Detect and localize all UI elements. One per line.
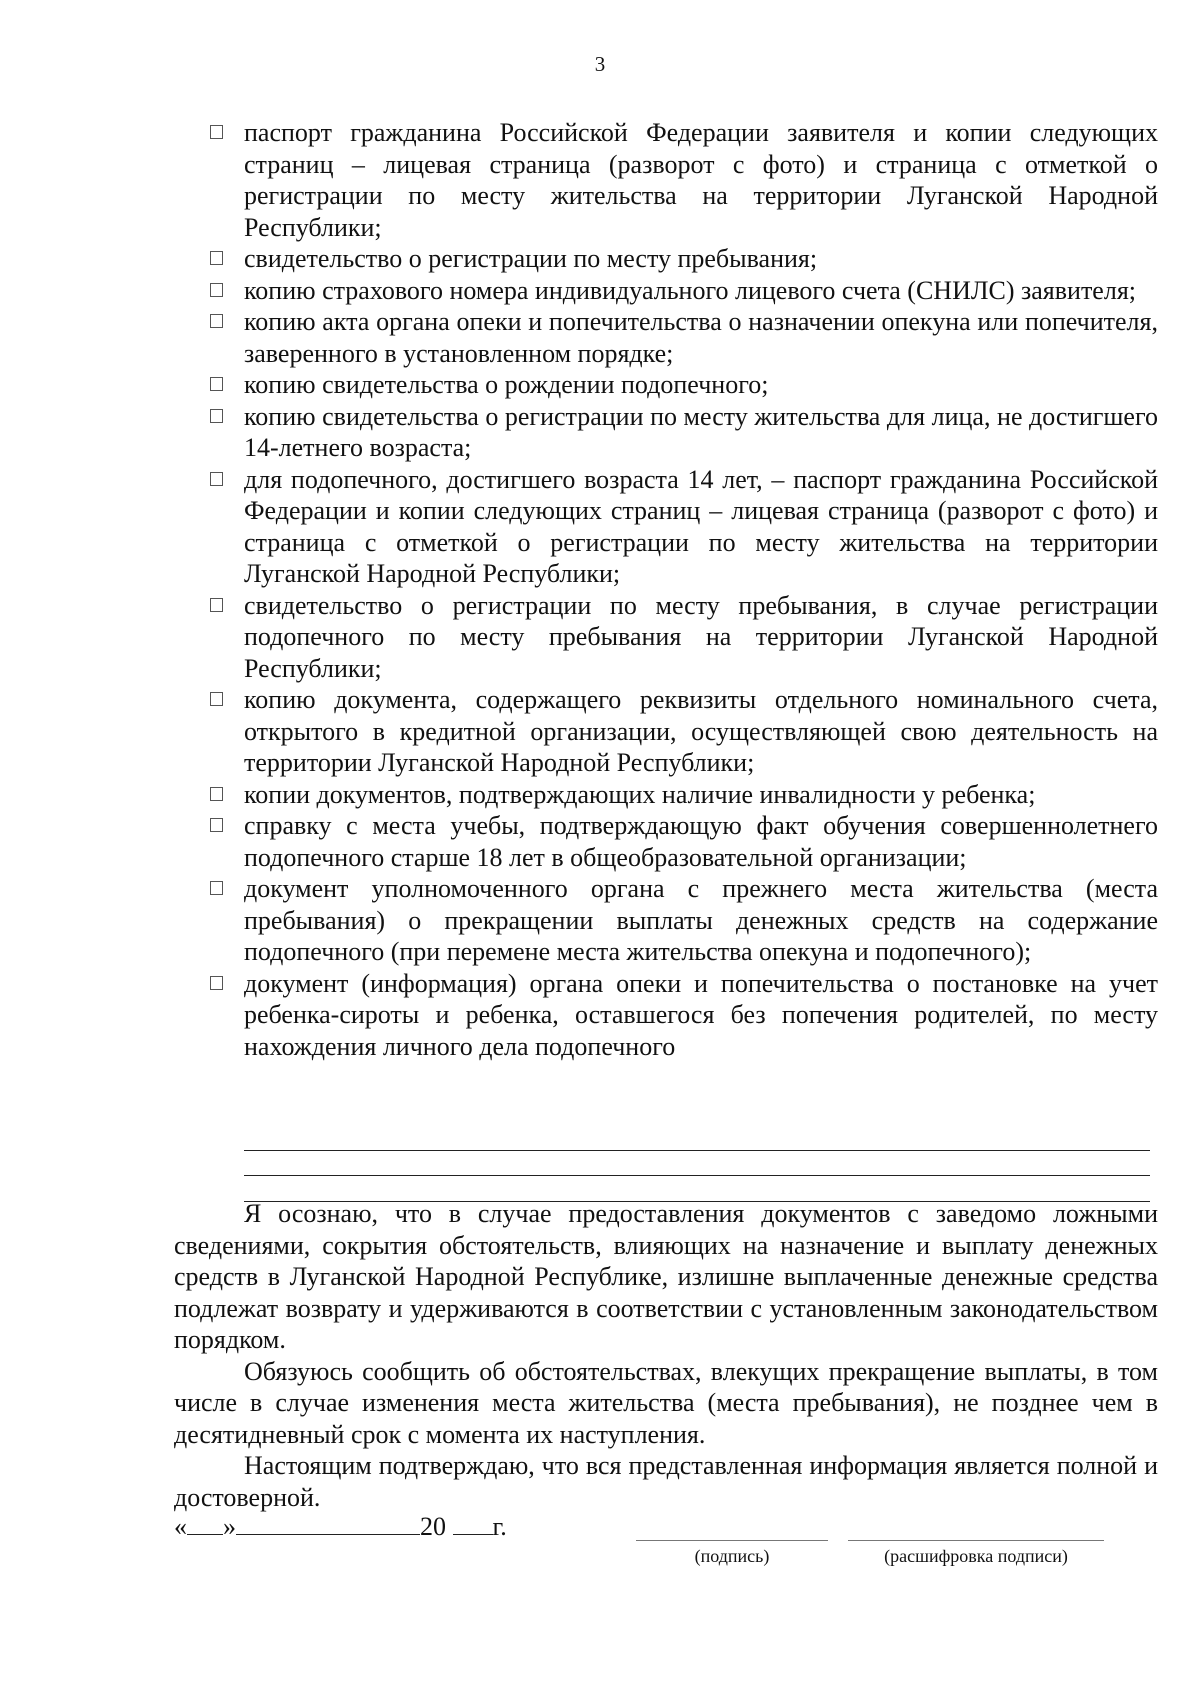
check-item-text: копию свидетельства о регистрации по месту жительства для лица, не достигшего 14-летнего возраста;: [244, 401, 1158, 462]
check-item-text: копию свидетельства о рождении подопечного;: [244, 370, 769, 399]
year-suffix: г.: [492, 1512, 507, 1541]
check-item: [210, 684, 1158, 779]
document-checklist: [210, 117, 1158, 1062]
check-item-text: копию акта органа опеки и попечительства о назначении опекуна или попечителя, заверенного в установленном порядке;: [244, 307, 1158, 368]
check-item: [210, 306, 1158, 369]
month-blank[interactable]: [236, 1512, 420, 1535]
checkbox-icon[interactable]: [210, 314, 223, 328]
check-item-text: справку с места учебы, подтверждающую факт обучения совершеннолетнего подопечного старше 18 лет в общеобразовательной организации;: [244, 811, 1158, 872]
declaration-paragraph: Настоящим подтверждаю, что вся представленная информация является полной и достоверной.: [174, 1451, 1158, 1512]
year-prefix: 20: [420, 1512, 446, 1541]
check-item-text: копию страхового номера индивидуального лицевого счета (СНИЛС) заявителя;: [244, 275, 1136, 305]
date-close-quote: »: [223, 1512, 236, 1541]
check-item: [210, 117, 1158, 243]
check-item-text: копию документа, содержащего реквизиты отдельного номинального счета, открытого в кредитной организации, осуществляющей свою деятельность на территории Луганской Народной Республики;: [244, 685, 1158, 777]
signature-transcript-line[interactable]: [848, 1540, 1104, 1541]
check-item: [210, 243, 1158, 275]
check-item-text: документ уполномоченного органа с прежнего места жительства (места пребывания) о прекращении выплаты денежных средств на содержание подопечного (при перемене места жительства опекуна и подопечного);: [244, 874, 1158, 966]
year-blank[interactable]: [453, 1512, 493, 1535]
checkbox-icon[interactable]: [210, 472, 223, 486]
checkbox-icon[interactable]: [210, 976, 223, 990]
check-item-text: свидетельство о регистрации по месту пребывания, в случае регистрации подопечного по месту пребывания на территории Луганской Народной Республики;: [244, 590, 1158, 683]
check-item: [210, 275, 1158, 307]
checkbox-icon[interactable]: [210, 377, 223, 391]
signature-line[interactable]: [636, 1540, 828, 1541]
date-field: [174, 1512, 507, 1542]
check-item-text: документ (информация) органа опеки и попечительства о постановке на учет ребенка-сироты и ребенка, оставшегося без попечения родителей, по месту нахождения личного дела подопечного: [244, 968, 1158, 1061]
checkbox-icon[interactable]: [210, 818, 223, 832]
fill-in-line[interactable]: [244, 1150, 1150, 1151]
check-item: [210, 401, 1158, 464]
page-number: 3: [594, 52, 606, 76]
date-open-quote: «: [174, 1512, 187, 1541]
check-item-text: свидетельство о регистрации по месту пребывания;: [244, 244, 818, 273]
check-item-text: копии документов, подтверждающих наличие инвалидности у ребенка;: [244, 779, 1036, 809]
check-item: [210, 590, 1158, 685]
signature-caption: (подпись): [694, 1546, 770, 1566]
check-item: [210, 810, 1158, 873]
fill-in-line[interactable]: [244, 1175, 1150, 1176]
declaration-paragraph: Обязуюсь сообщить об обстоятельствах, влекущих прекращение выплаты, в том числе в случае изменения места жительства (места пребывания), не позднее чем в десятидневный срок с момента их наступления.: [174, 1356, 1158, 1449]
check-item-text: паспорт гражданина Российской Федерации заявителя и копии следующих страниц – лицевая страница (разворот с фото) и страница с отметкой о регистрации по месту жительства на территории Луганской Народной Республики;: [244, 118, 1158, 242]
check-item: [210, 779, 1158, 811]
checkbox-icon[interactable]: [210, 787, 223, 801]
checkbox-icon[interactable]: [210, 598, 223, 612]
checkbox-icon[interactable]: [210, 283, 223, 297]
check-item: [210, 464, 1158, 590]
check-item: [210, 369, 1158, 401]
checkbox-icon[interactable]: [210, 251, 223, 265]
checkbox-icon[interactable]: [210, 881, 223, 895]
checkbox-icon[interactable]: [210, 409, 223, 423]
day-blank[interactable]: [187, 1512, 223, 1535]
check-item: [210, 968, 1158, 1063]
checkbox-icon[interactable]: [210, 125, 223, 139]
signature-transcript-caption: (расшифровка подписи): [884, 1546, 1068, 1566]
checkbox-icon[interactable]: [210, 692, 223, 706]
declaration-paragraph: Я осознаю, что в случае предоставления документов с заведомо ложными сведениями, сокрытия обстоятельств, влияющих на назначение и выплату денежных средств в Луганской Народной Республике, излишне выплаченные денежные средства подлежат возврату и удерживаются в соответствии с установленным законодательством порядком.: [174, 1199, 1158, 1354]
declaration-text: [174, 1198, 1158, 1513]
check-item: [210, 873, 1158, 968]
check-item-text: для подопечного, достигшего возраста 14 лет, – паспорт гражданина Российской Федерации и копии следующих страниц – лицевая страница (разворот с фото) и страница с отметкой о регистрации по месту жительства на территории Луганской Народной Республики;: [244, 464, 1158, 588]
